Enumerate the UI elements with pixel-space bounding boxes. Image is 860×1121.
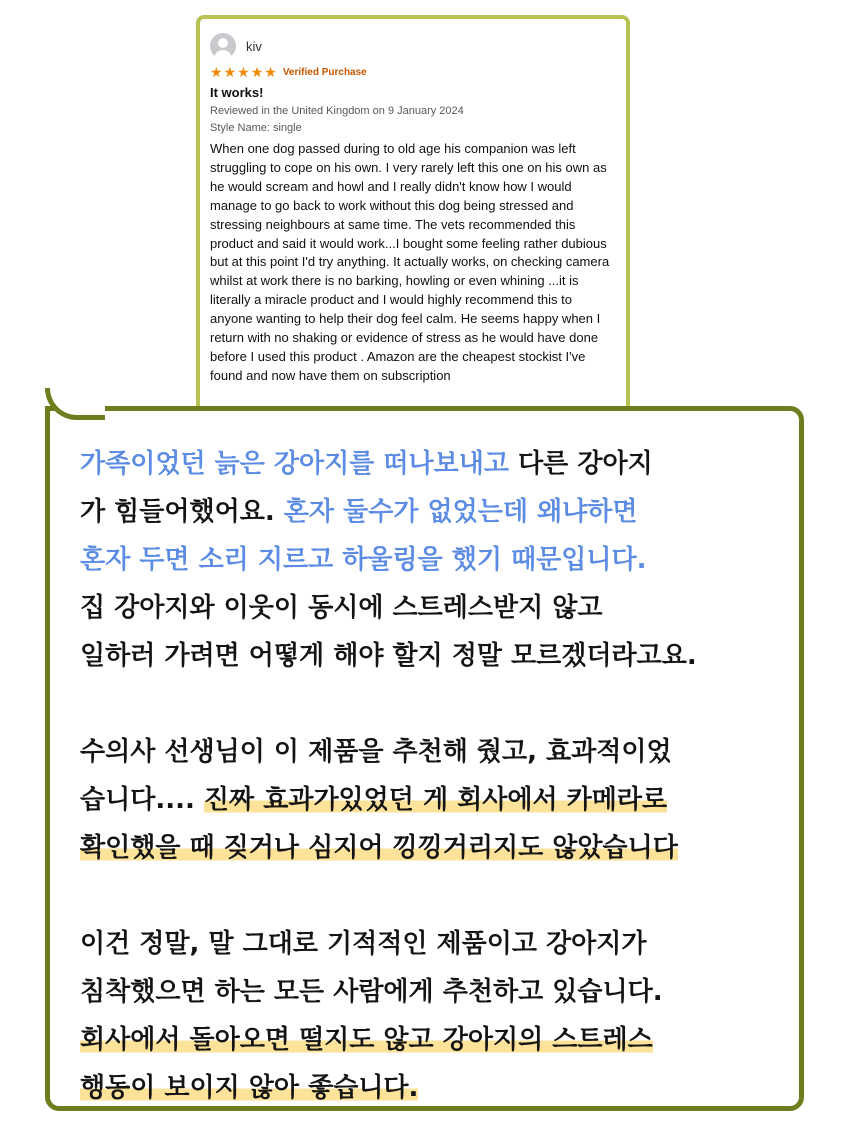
text-span: 가 힘들어했어요. [80,497,284,527]
highlighted-text: 확인했을 때 짖거나 심지어 낑낑거리지도 않았습니다 [80,833,678,863]
text-span: 집 강아지와 이웃이 동시에 스트레스받지 않고 [80,593,603,623]
star-icon: ★ [250,64,264,80]
review-body: When one dog passed during to old age his companion was left struggling to cope on his own. I very rarely left this one on his own as he would scream and howl and I really didn't know how I would manage to go back to work without this dog being stressed and stressing neighbours at same time. The vets recommended this product and said it would work...I bought some feeling rather dubious but at this point I'd try anything. It actually works, on checking camera whilst at work there is no barking, howling or even whining ...it is literally a miracle product and I would highly recommend this to anyone wanting to help their dog feel calm. He seems happy when I return with no shaking or evidence of stress as he would have done before I used this product . Amazon are the cheapest stockist I've found and now have them on subscription [210,141,610,383]
star-rating[interactable] [210,65,277,79]
translation-paragraph [80,920,780,1112]
star-icon: ★ [223,64,237,80]
translation-text [80,440,780,1112]
review-card [196,15,630,435]
star-icon: ★ [210,64,223,80]
text-span: 이건 정말, 말 그대로 기적적인 제품이고 강아지가 [80,929,647,959]
review-title[interactable]: It works! [210,85,264,100]
highlighted-text: 행동이 보이지 않아 좋습니다. [80,1073,419,1103]
review-date: Reviewed in the United Kingdom on 9 January 2024 [210,105,464,117]
text-span: 습니다.... [80,785,204,815]
text-span: 침착했으면 하는 모든 사람에게 추천하고 있습니다. [80,977,663,1007]
text-span: 일하러 가려면 어떻게 해야 할지 정말 모르겠더라고요. [80,641,697,671]
text-span: 다른 강아지 [509,449,653,479]
text-span: 가족이었던 늙은 강아지를 떠나보내고 [80,449,510,479]
star-icon: ★ [237,64,250,80]
reviewer-row [210,33,616,59]
translation-paragraph [80,440,780,680]
verified-purchase-badge: Verified Purchase [282,66,367,78]
translation-paragraph [80,728,780,872]
text-span: 혼자 두면 소리 지르고 하울링을 했기 때문입니다. [80,545,647,575]
star-icon: ★ [264,64,277,80]
avatar-icon [210,33,236,59]
reviewer-name[interactable]: kiv [246,38,262,54]
review-style-name: Style Name: single [210,122,302,134]
highlighted-text: 진짜 효과가있었던 게 회사에서 카메라로 [203,785,668,815]
text-span: 수의사 선생님이 이 제품을 추천해 줬고, 효과적이었 [80,737,672,767]
rating-row [210,65,616,79]
highlighted-text: 회사에서 돌아오면 떨지도 않고 강아지의 스트레스 [80,1025,653,1055]
text-span: 혼자 둘수가 없었는데 왜냐하면 [283,497,638,527]
